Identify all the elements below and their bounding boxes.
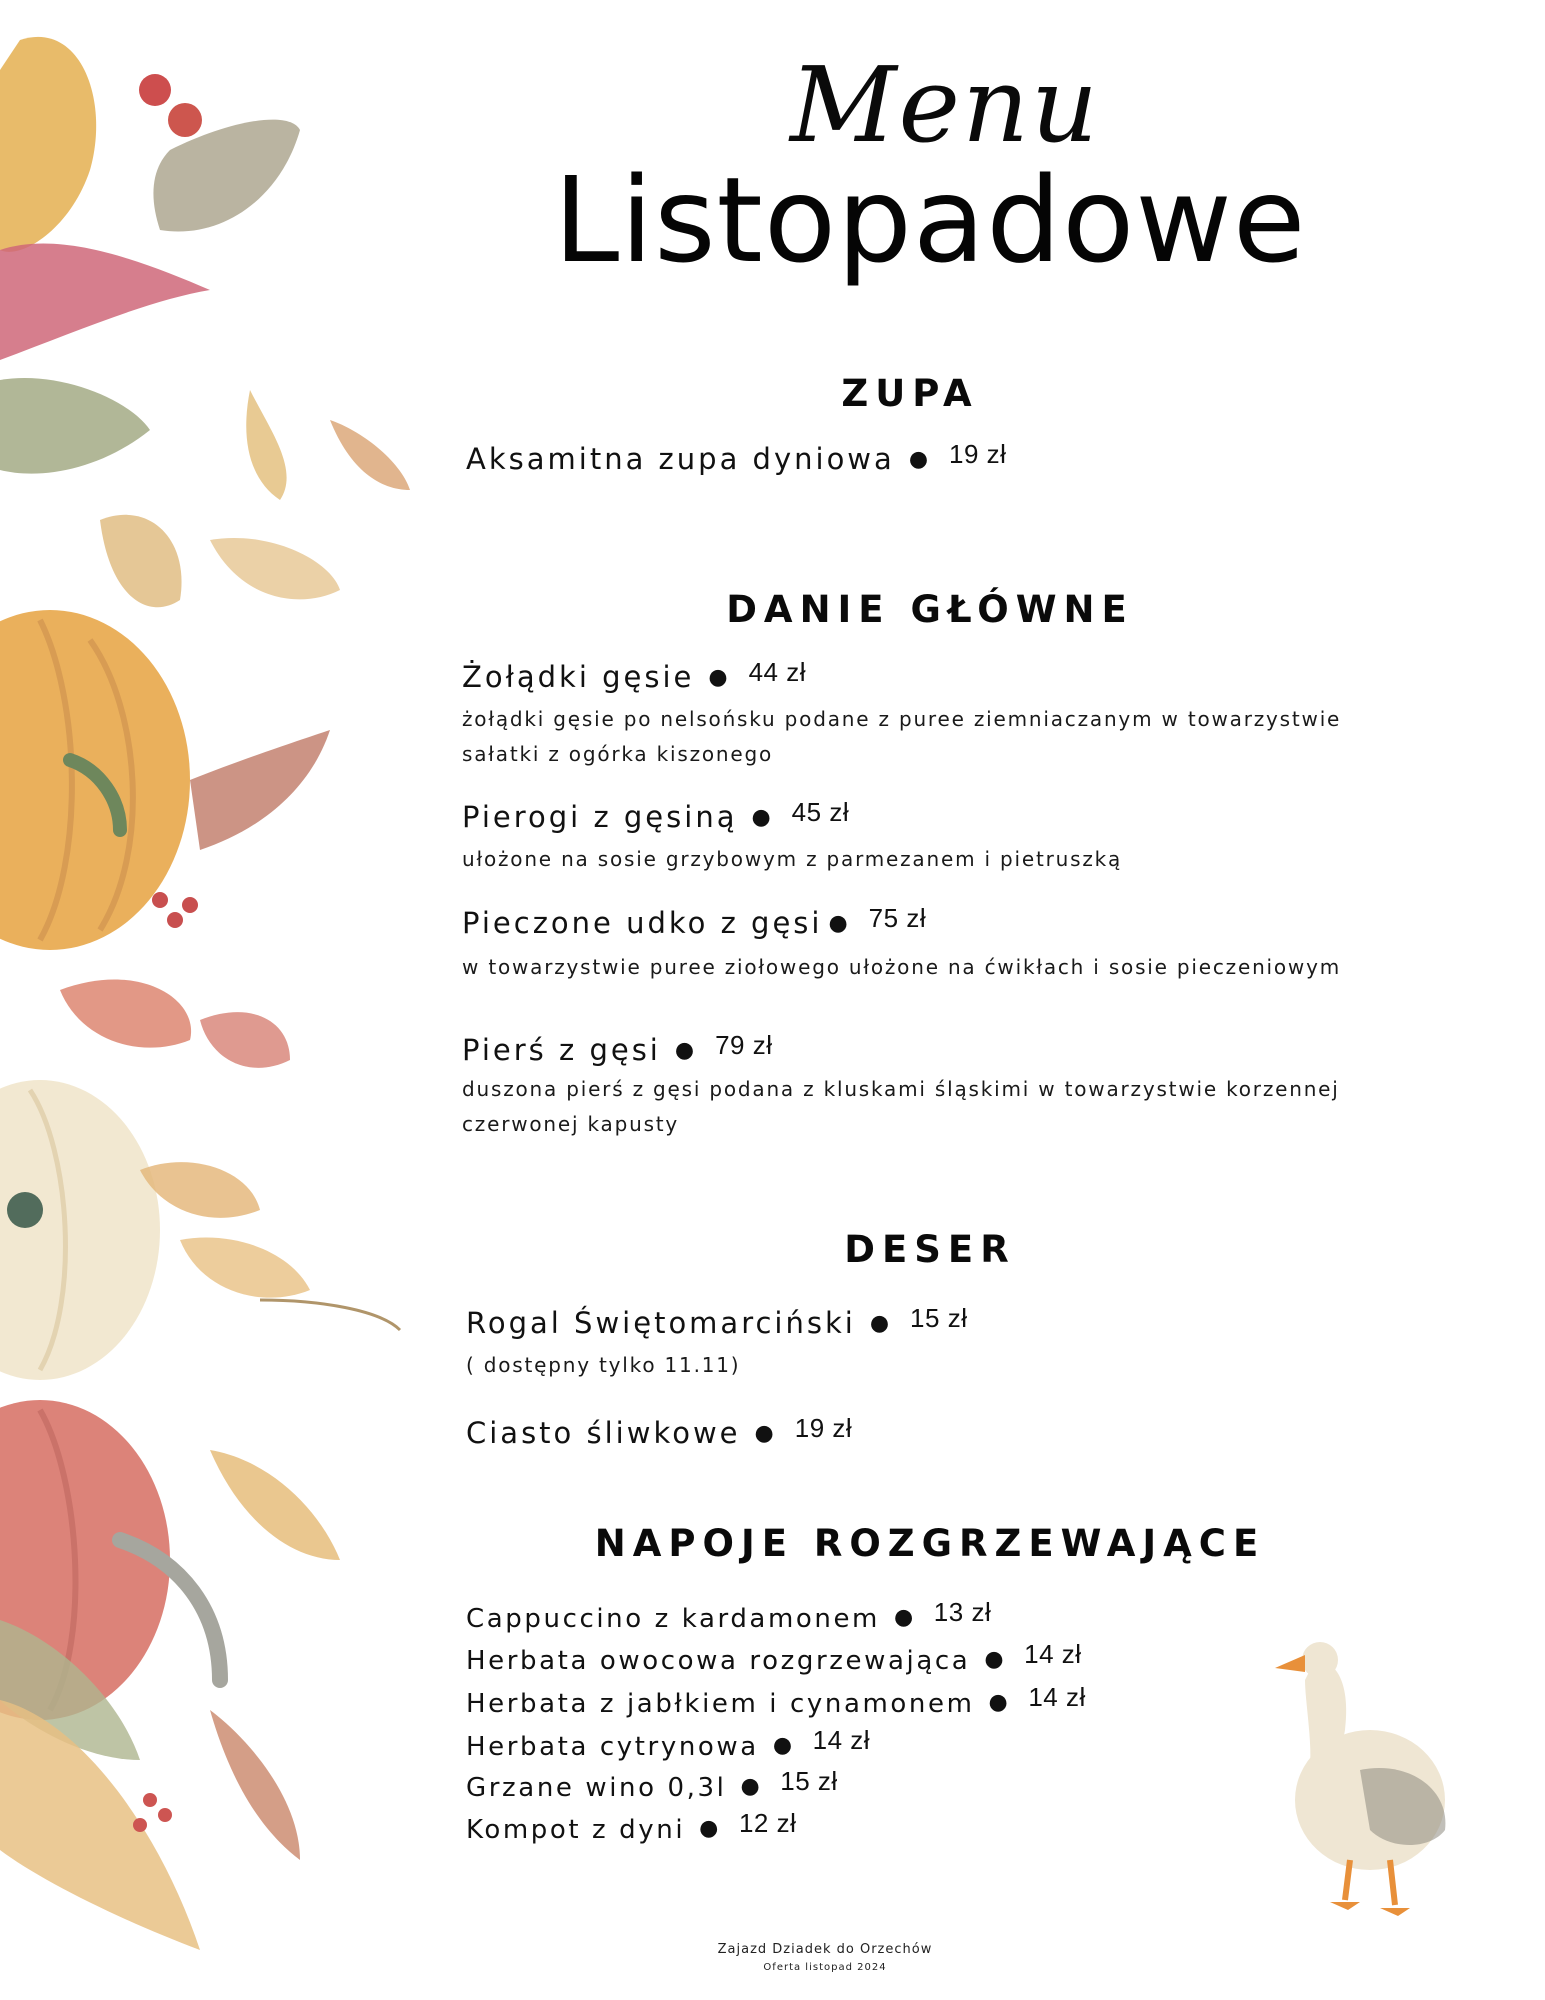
- menu-item: [466, 1803, 796, 1850]
- item-description: ułożone na sosie grzybowym z parmezanem i pietruszką: [462, 847, 1123, 871]
- rosehip-berry: [139, 74, 171, 106]
- item-name: Cappuccino z kardamonem: [466, 1604, 880, 1634]
- item-name: Aksamitna zupa dyniowa: [466, 442, 895, 476]
- bullet-separator: ●: [828, 911, 851, 936]
- bullet-separator: ●: [754, 1421, 777, 1446]
- item-description: duszona pierś z gęsi podana z kluskami śląskimi w towarzystwie korzennej: [462, 1077, 1340, 1101]
- item-price: 19 zł: [949, 439, 1007, 469]
- menu-item: [462, 898, 926, 944]
- berry: [143, 1793, 157, 1807]
- berry: [133, 1818, 147, 1832]
- leaf-ochre: [100, 515, 182, 607]
- autumn-decoration-illustration: [0, 0, 440, 2000]
- leaf-ochre: [180, 1237, 310, 1297]
- goose-foot: [1380, 1908, 1410, 1916]
- item-price: 14 zł: [1028, 1682, 1086, 1712]
- menu-item: [466, 1761, 838, 1808]
- bullet-separator: ●: [751, 805, 774, 830]
- leaf-maple-red: [0, 244, 210, 360]
- section-title-zupa: ZUPA: [841, 372, 979, 415]
- menu-item: [462, 652, 806, 698]
- pumpkin-stem-top: [7, 1192, 43, 1228]
- section-title-napoje: NAPOJE ROZGRZEWAJĄCE: [594, 1522, 1266, 1565]
- leaf-small-ochre: [246, 390, 286, 500]
- bullet-separator: ●: [894, 1605, 916, 1630]
- menu-item: [462, 792, 849, 838]
- berry: [182, 897, 198, 913]
- bullet-separator: ●: [988, 1690, 1011, 1715]
- item-name: Żołądki gęsie: [462, 660, 695, 694]
- item-name: Kompot z dyni: [466, 1815, 686, 1845]
- leaf-green: [0, 378, 150, 474]
- goose-beak: [1275, 1655, 1305, 1672]
- item-name: Herbata cytrynowa: [466, 1732, 759, 1762]
- leaf-brown: [190, 730, 330, 850]
- berry: [158, 1808, 172, 1822]
- item-price: 14 zł: [812, 1725, 871, 1755]
- item-name: Ciasto śliwkowe: [466, 1416, 741, 1450]
- item-price: 79 zł: [715, 1030, 773, 1060]
- twig: [260, 1300, 400, 1330]
- menu-item: [466, 1298, 967, 1344]
- item-name: Pierogi z gęsiną: [462, 800, 738, 834]
- bullet-separator: ●: [699, 1816, 721, 1841]
- item-name: Pieczone udko z gęsi: [462, 906, 823, 940]
- item-price: 15 zł: [910, 1303, 968, 1333]
- item-description: sałatki z ogórka kiszonego: [462, 742, 774, 766]
- section-title-deser: DESER: [844, 1228, 1016, 1271]
- menu-item: [466, 434, 1006, 480]
- bullet-separator: ●: [708, 665, 731, 690]
- goose-illustration: [1250, 1620, 1480, 1930]
- item-name: Herbata owocowa rozgrzewająca: [466, 1646, 971, 1676]
- menu-item: [466, 1592, 991, 1639]
- bullet-separator: ●: [772, 1733, 795, 1758]
- menu-script-title: Menu: [790, 44, 1100, 166]
- item-price: 44 zł: [748, 657, 806, 687]
- menu-item: [466, 1720, 870, 1767]
- item-description: żołądki gęsie po nelsońsku podane z puree ziemniaczanym w towarzystwie: [462, 707, 1342, 731]
- leaf-brown: [210, 1710, 300, 1860]
- item-description: czerwonej kapusty: [462, 1112, 680, 1136]
- cream-pumpkin: [0, 1080, 160, 1380]
- item-name: Rogal Świętomarciński: [466, 1306, 856, 1340]
- leaf-top-ochre: [0, 37, 96, 252]
- item-price: 19 zł: [794, 1413, 853, 1443]
- leaf-grey-green: [153, 120, 300, 232]
- leaf-ochre: [210, 538, 340, 599]
- item-price: 75 zł: [868, 903, 927, 933]
- item-description: w towarzystwie puree ziołowego ułożone na ćwikłach i sosie pieczeniowym: [462, 955, 1342, 979]
- item-price: 12 zł: [738, 1808, 797, 1838]
- menu-item: [466, 1408, 852, 1454]
- footer-offer-date: Oferta listopad 2024: [763, 1962, 887, 1973]
- bullet-separator: ●: [740, 1774, 763, 1799]
- bullet-separator: ●: [908, 447, 932, 472]
- leaf-red: [200, 1012, 290, 1068]
- item-price: 15 zł: [780, 1766, 838, 1796]
- leaf-ochre: [210, 1450, 340, 1560]
- menu-item: [466, 1677, 1086, 1724]
- section-title-danie-glowne: DANIE GŁÓWNE: [726, 588, 1134, 631]
- item-name: Grzane wino 0,3l: [466, 1773, 727, 1803]
- leaf-small-orange: [330, 420, 410, 490]
- item-price: 14 zł: [1024, 1639, 1082, 1669]
- item-price: 13 zł: [933, 1597, 992, 1627]
- footer-restaurant-name: Zajazd Dziadek do Orzechów: [717, 1942, 933, 1957]
- item-price: 45 zł: [791, 797, 850, 827]
- menu-item: [466, 1634, 1082, 1681]
- menu-item: [462, 1025, 772, 1071]
- rosehip-berry: [168, 103, 202, 137]
- goose-head: [1302, 1642, 1338, 1678]
- bullet-separator: ●: [674, 1038, 698, 1063]
- berry: [152, 892, 168, 908]
- bullet-separator: ●: [869, 1311, 893, 1336]
- berry: [167, 912, 183, 928]
- goose-foot: [1330, 1902, 1360, 1910]
- bullet-separator: ●: [984, 1647, 1007, 1672]
- item-name: Pierś z gęsi: [462, 1033, 661, 1067]
- leaf-red: [60, 980, 191, 1048]
- page-title: Listopadowe: [553, 151, 1307, 289]
- item-note: ( dostępny tylko 11.11): [466, 1353, 741, 1377]
- item-name: Herbata z jabłkiem i cynamonem: [466, 1689, 975, 1719]
